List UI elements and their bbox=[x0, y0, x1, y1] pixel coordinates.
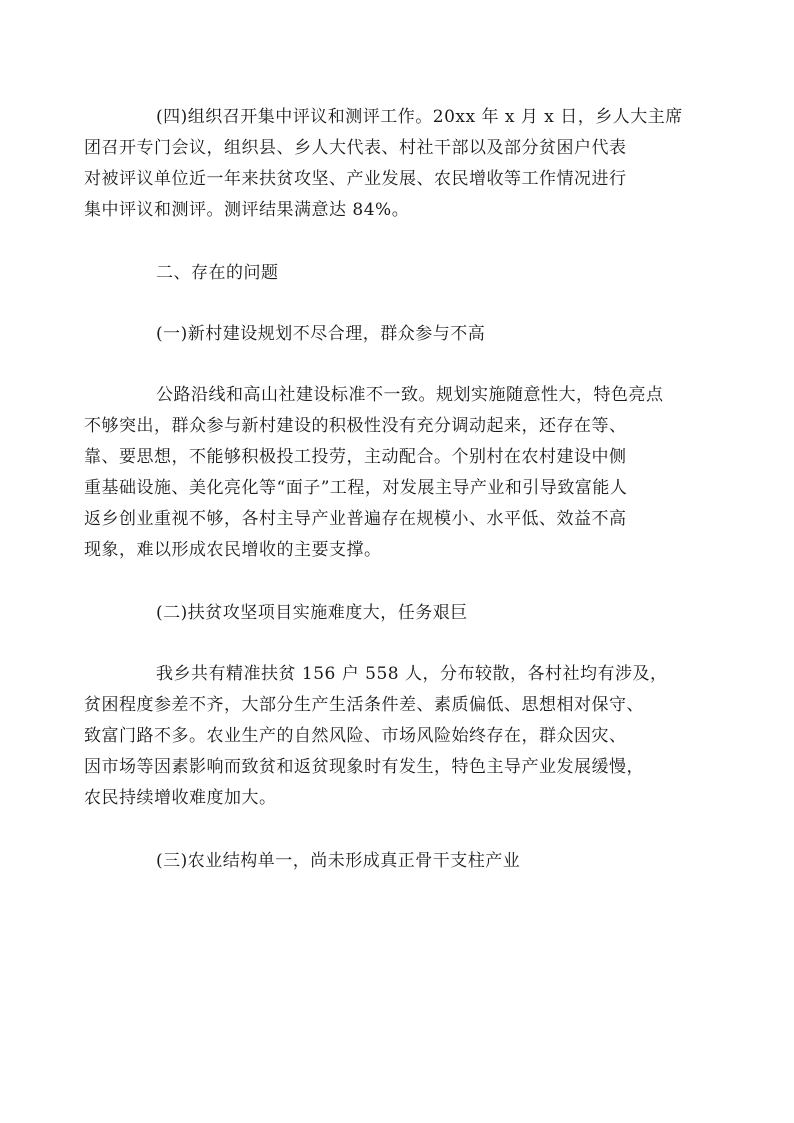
heading-text: (一)新村建设规划不尽合理，群众参与不高 bbox=[156, 324, 486, 344]
text-line: 公路沿线和高山社建设标准不一致。规划实施随意性大，特色亮点 bbox=[156, 385, 664, 405]
text-line: 农民持续增收难度加大。 bbox=[84, 788, 277, 808]
heading-text: (三)农业结构单一，尚未形成真正骨干支柱产业 bbox=[156, 851, 521, 871]
paragraph-poverty-alleviation bbox=[84, 659, 680, 814]
text-line: 集中评议和测评。测评结果满意达 84%。 bbox=[84, 200, 410, 220]
text-line: 因市场等因素影响而致贫和返贫现象时有发生，特色主导产业发展缓慢， bbox=[84, 757, 644, 777]
heading-text: (二)扶贫攻坚项目实施难度大，任务艰巨 bbox=[156, 603, 468, 623]
section-heading-problems bbox=[120, 258, 680, 289]
heading-text: 二、存在的问题 bbox=[156, 263, 279, 283]
text-line: 贫困程度参差不齐，大部分生产生活条件差、素质偏低、思想相对保守、 bbox=[84, 695, 644, 715]
subheading-village-planning bbox=[120, 319, 680, 350]
text-line: 团召开专门会议，组织县、乡人大代表、村社干部以及部分贫困户代表 bbox=[84, 138, 627, 158]
text-line: (四)组织召开集中评议和测评工作。20xx 年 x 月 x 日，乡人大主席 bbox=[156, 107, 683, 127]
text-line: 致富门路不多。农业生产的自然风险、市场风险始终存在，群众因灾、 bbox=[84, 726, 627, 746]
text-line: 重基础设施、美化亮化等“面子”工程，对发展主导产业和引导致富能人 bbox=[84, 478, 628, 498]
paragraph-evaluation-work bbox=[84, 102, 683, 226]
paragraph-village-planning bbox=[84, 380, 680, 566]
subheading-poverty-alleviation bbox=[120, 598, 680, 629]
text-line: 返乡创业重视不够，各村主导产业普遍存在规模小、水平低、效益不高 bbox=[84, 509, 627, 529]
text-line: 不够突出，群众参与新村建设的积极性没有充分调动起来，还存在等、 bbox=[84, 416, 627, 436]
document-body bbox=[84, 102, 683, 907]
text-line: 现象，难以形成农民增收的主要支撑。 bbox=[84, 540, 382, 560]
text-line: 我乡共有精准扶贫 156 户 558 人，分布较散，各村社均有涉及， bbox=[156, 664, 668, 684]
text-line: 对被评议单位近一年来扶贫攻坚、产业发展、农民增收等工作情况进行 bbox=[84, 169, 627, 189]
subheading-agriculture-structure bbox=[120, 846, 680, 877]
text-line: 靠、要思想，不能够积极投工投劳，主动配合。个别村在农村建设中侧 bbox=[84, 447, 627, 467]
